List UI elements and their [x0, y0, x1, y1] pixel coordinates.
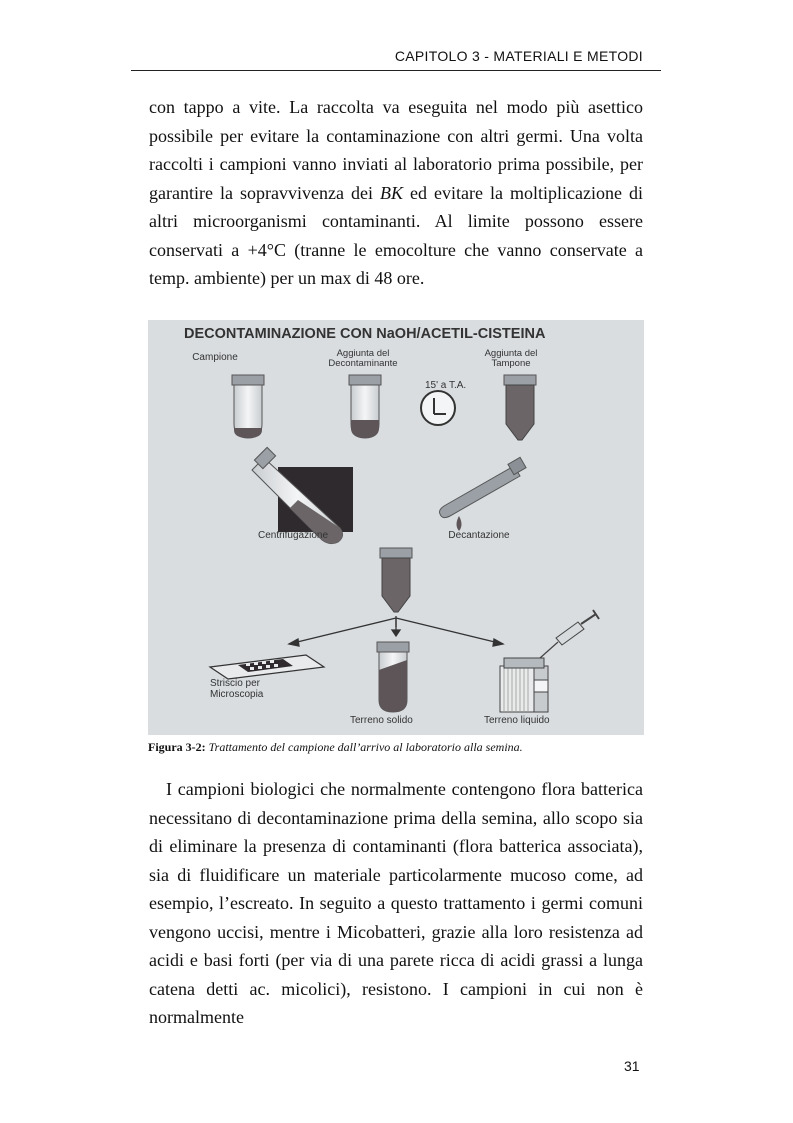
microscope-slide-icon: [210, 655, 324, 679]
liquid-medium-bottle-icon: [500, 658, 548, 712]
chapter-title: CAPITOLO 3 - MATERIALI E METODI: [394, 48, 643, 64]
caption-label: Figura 3-2:: [148, 740, 206, 754]
tube-campione-icon: [232, 375, 264, 438]
paragraph-2: I campioni biologici che normalmente contengono flora batterica necessitano di decontaminazione prima della semina, allo scopo sia di eliminare la presenza di contaminanti (flora batterica associata), sia di fluidificare un materiale particolarmente mucoso come, ad esempio, l’escreato. In seguito a questo trattamento i germi comuni vengono uccisi, mentre i Micobatteri, grazie alla loro resistenza ad acidi e basi forti (per via di una parete ricca di acidi grassi a lunga catena detti ac. micolici), resistono. I campioni in cui non è normalmente: [149, 779, 643, 1027]
label-centrifugazione: Centrifugazione: [257, 530, 329, 541]
label-aggiunta-decontaminante: Aggiunta del Decontaminante: [328, 348, 398, 369]
syringe-icon: [540, 610, 599, 658]
tube-tampone-icon: [504, 375, 536, 440]
caption-text: Trattamento del campione dall’arrivo al laboratorio alla semina.: [208, 740, 523, 754]
figure-decontamination-diagram: [148, 320, 644, 735]
running-header: [131, 44, 661, 71]
decantation-icon: [440, 457, 527, 531]
label-timer: 15' a T.A.: [425, 380, 467, 391]
label-decantazione: Decantazione: [448, 530, 510, 541]
figure-title: DECONTAMINAZIONE CON NaOH/ACETIL-CISTEINA: [184, 326, 546, 342]
clock-icon: [421, 391, 455, 425]
paragraph-1: con tappo a vite. La raccolta va eseguita nel modo più asettico possibile per evitare la contaminazione con altri germi. Una volta raccolti i campioni vanno inviati al laboratorio prima possibile, per garantire la sopravvivenza dei BK ed evitare la moltiplicazione di altri microorganismi contaminanti. Al limite possono essere conservati a +4°C (tranne le emocolture che vanno conservate a temp. ambiente) per un max di 48 ore.: [149, 97, 643, 288]
tube-decontaminante-icon: [349, 375, 381, 438]
tube-resuspended-icon: [380, 548, 412, 612]
label-terreno-liquido: Terreno liquido: [484, 715, 550, 726]
label-striscio: Striscio per Microscopia: [210, 678, 264, 700]
label-campione: Campione: [192, 352, 238, 363]
page-number: 31: [624, 1058, 640, 1074]
tube-solid-medium-icon: [377, 642, 409, 712]
label-terreno-solido: Terreno solido: [350, 715, 413, 726]
figure-caption: [148, 740, 648, 755]
label-aggiunta-tampone: Aggiunta del Tampone: [484, 348, 538, 369]
